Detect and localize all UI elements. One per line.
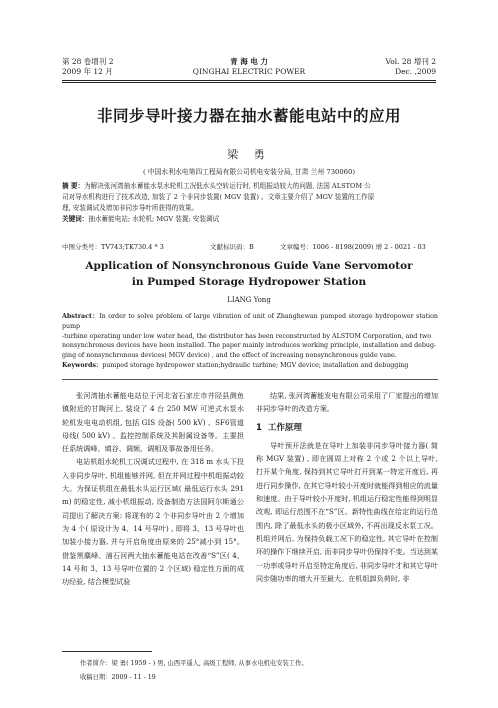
body-paragraph: 电站机组水轮机工况调试过程中, 在 318 m 水头下投入非同步导叶, 机组能够并网, 但在并网过程中机组振动较大。为保证机组在最低水头运行区域( 最低运行水头 291 m) 的稳定性, 减小机组振动, 设备制造方法国阿尔斯通公司提出了解决方案: 将现有的 2 个非同步导叶由 2 个增加为 4 个( 原设计为 4、14 号导叶) , 即将 3、13 号导叶也加装小接力器, 并与开启角度由原来的 25°减小到 15°。借鉴黑麋峰、浦石河两大抽水蓄能电站在改善“S”区( 4、14 号和 3、13 号导叶位置的 2 个区域) 稳定性方面的成功经验, 结合模型试验 (62, 457, 244, 587)
section-divider (62, 379, 438, 380)
english-author: LIANG Yong (227, 296, 271, 304)
journal-name (62, 57, 436, 77)
english-title-line: in Pumped Storage Hydropower Station (131, 276, 367, 288)
abstract-en-line: ging of nonsynchronous devices( MGV device) , and the effect of increasing nonsynchronous guide vane. (62, 352, 397, 360)
author-name: 梁 勇 (227, 148, 271, 161)
abstract-en-line: In order to solve problem of large vibration of unit of Zhanghewan pumped storage hydropower station pump (62, 313, 438, 330)
abstract-en-line: -turbine operating under low water head, the distributor has been reconstructed by ALSTOM Corporation, and two (62, 332, 432, 340)
keywords-text: 抽水蓄能电站; 水轮机; MGV 装置; 安装调试 (88, 215, 220, 223)
author-bio: 作者简介：梁 勇( 1959 - ) 男, 山西平遥人, 高级工程师, 从事水电机电安装工作。 (80, 660, 308, 667)
keywords-label: 关键词： (62, 215, 89, 223)
received-date: 收稿日期：2009 - 11 - 19 (80, 674, 156, 681)
keywords-en-label: Keywords： (62, 361, 103, 369)
section-heading (256, 422, 438, 435)
author-affiliation: ( 中国水利水电第四工程局有限公司机电安装分局, 甘肃 兰州 730060) (143, 168, 355, 176)
body-paragraph: 张河湾抽水蓄能电站位于河北省石家庄市井陉县测鱼镇附近的甘陶河上, 装设了 4 台 250 MW 可逆式水泵水轮机发电电动机组, 包括 GIS 设备( 500 kV) 、SF6管道母线( 500 kV) 、监控控制系统及其附属设备等。主要担任系统调峰、填谷、调频、调相及事故备用任务。 (62, 391, 244, 454)
body-column-right (256, 389, 438, 585)
section-number: 1 (256, 422, 262, 433)
abstract-label: 摘 要： (62, 182, 85, 190)
date-line: 2009 年 12 月 (62, 67, 113, 76)
volume-line: 第 28 卷增刊 2 (62, 57, 114, 66)
abstract-line: 司对导水机构进行了技术改造, 加装了 2 个非同步装置( MGV 装置) 。文章主要介绍了 MGV 装置的工作原 (62, 193, 375, 201)
clc-number: 中图分类号：TV743;TK730.4 * 3 (62, 243, 164, 251)
abstract-en-label: Abstract： (62, 313, 100, 320)
article-number: 文章编号：1006 - 8198(2009) 增 2 - 0021 - 03 (280, 243, 426, 251)
english-title-line: Application of Nonsynchronous Guide Vane Servomotor (85, 260, 413, 272)
english-title (0, 258, 498, 290)
abstract-line: 理, 安装调试及增加非同步导叶所获得的效果。 (62, 204, 199, 212)
journal-name-en: QINGHAI ELECTRIC POWER (192, 67, 306, 76)
document-code: 文献标识码：B (210, 243, 254, 251)
section-title: 工作原理 (267, 422, 302, 433)
body-column-left (62, 389, 244, 588)
header-rule (62, 80, 436, 81)
abstract-line: 为解决张河湾抽水蓄能水泵水轮机工况低水头空转运行时, 机组振动较大的问题, 法国 ALSTOM 公 (84, 182, 371, 190)
abstract-en (62, 312, 438, 371)
volume-line-en: Vol. 28 增刊 2 (385, 57, 436, 66)
header-rule-thin (62, 82, 436, 83)
abstract-cn (62, 181, 438, 225)
volume-info-en (386, 57, 437, 77)
abstract-en-line: nonsynchronous devices have been installed. The paper mainly introduces working principle, installation and debug- (62, 342, 437, 350)
date-line-en: Dec. ,2009 (395, 67, 436, 76)
journal-name-cn: 青 海 电 力 (230, 57, 268, 66)
body-paragraph: 结果, 张河湾蓄能发电有限公司采用了厂家提出的增加非同步导叶的改造方案。 (256, 391, 438, 414)
paper-title: 非同步导叶接力器在抽水蓄能电站中的应用 (96, 107, 401, 125)
keywords-en-text: pumped storage hydropower station;hydraulic turbine; MGV device; installation and debugging (102, 361, 409, 369)
footnote-rule (62, 651, 152, 652)
body-paragraph: 导叶预开法就是在导叶上加装非同步导叶接力器( 简称 MGV 装置) , 即在圆周上对称 2 个或 2 个以上导叶, 打开某个角度, 保持到其它导叶打开到某一特定开度后, 再进行同步操作, 在其它导叶较小开度时就能得到相应的流量和速度。由于导叶较小开度时, 机组运行稳定性能得到明显改观, 即运行范围不在“S”区。新特性曲线在给定的运行范围内, 除了最低水头的极小区域外, 不再出现反水泵工况。机组并网后, 为保持负载工况下的稳定性, 其它导叶在控制环的操作下继续开启, 而非同步导叶仍保持不变。当达到某一功率或导叶开启至特定角度后, 非同步导叶才和其它导叶同步随功率的增大开至最大。在机组卸负荷时, 非 (256, 440, 438, 583)
